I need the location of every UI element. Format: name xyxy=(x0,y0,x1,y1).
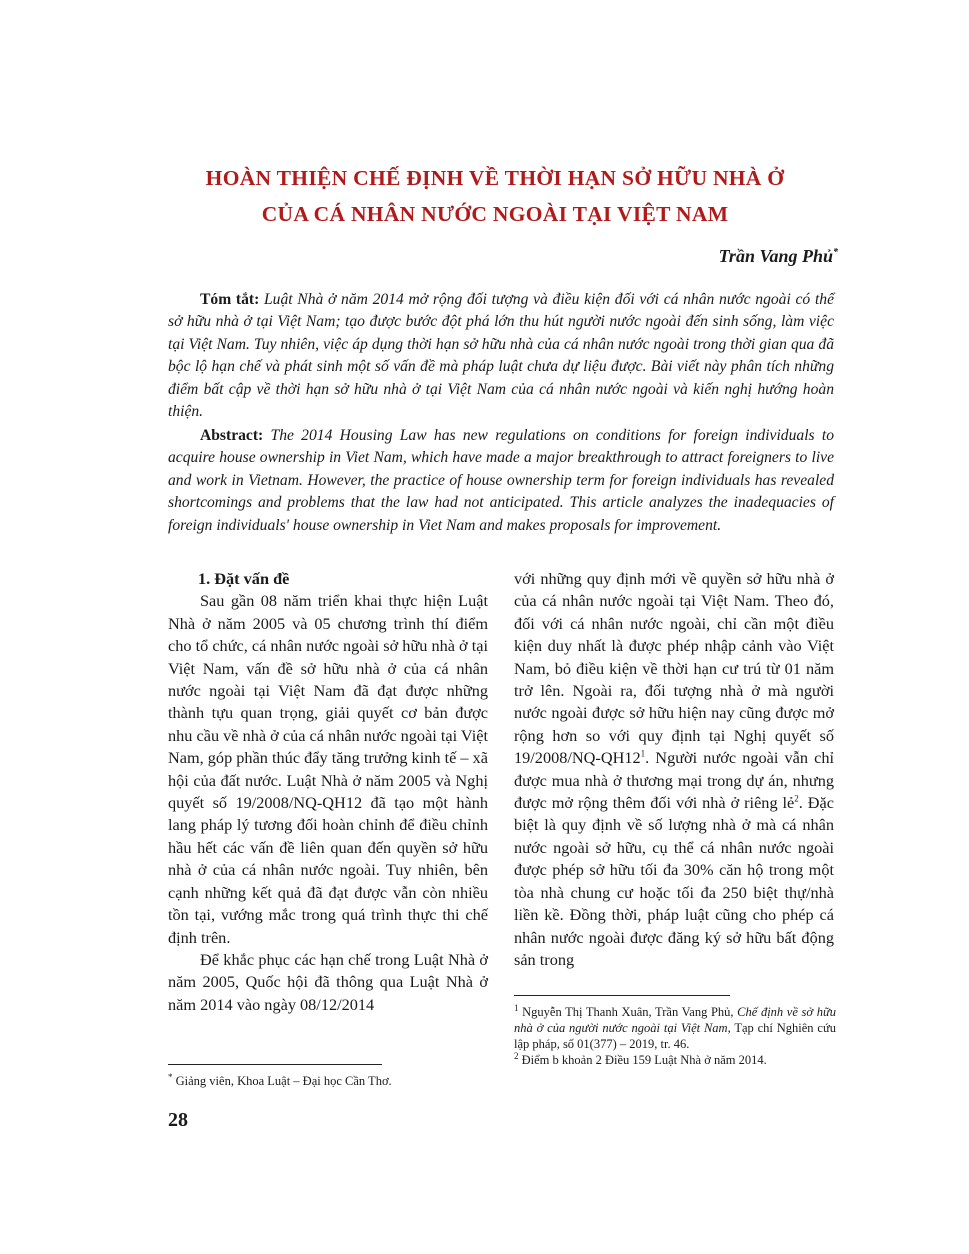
section-heading: 1. Đặt vấn đề xyxy=(198,569,290,588)
article-title xyxy=(150,160,840,232)
abstract-en-label: Abstract: xyxy=(200,427,264,444)
footnote-2-text: Điểm b khoản 2 Điều 159 Luật Nhà ở năm 2014. xyxy=(521,1053,767,1067)
abstract-en-text: The 2014 Housing Law has new regulations on conditions for foreign individuals to acquire house ownership in Viet Nam, which have made a major breakthrough to attract foreigners to live and work in Vietnam. However, the practice of house ownership term for foreign individuals has revealed shortcomings and problems that the law had not anticipated. This article analyzes the inadequacies of foreign individuals' house ownership in Viet Nam and makes proposals for improvement. xyxy=(168,427,834,534)
footnote-1-number: 1 xyxy=(514,1002,519,1013)
author-footnote xyxy=(168,1073,488,1089)
footnote-divider-right xyxy=(514,995,730,996)
author-footnote-number: * xyxy=(168,1071,173,1082)
continued-text-b: . Người nước ngoài vẫn chỉ được mua nhà ở thương mại trong dự án, nhưng được mở rộng thêm đối với nhà ở riêng lẻ xyxy=(514,748,834,813)
body-paragraph-1: Sau gần 08 năm triển khai thực hiện Luật Nhà ở năm 2005 và 05 chương trình thí điểm cho tổ chức, cá nhân nước ngoài sở hữu nhà ở tại Việt Nam, vấn đề sở hữu nhà ở của cá nhân nước ngoài tại Việt Nam đã đạt được những thành tựu quan trọng, giải quyết cơ bản được nhu cầu về nhà ở của cá nhân nước ngoài tại Việt Nam, góp phần thúc đẩy tăng trưởng kinh tế – xã hội của đất nước. Luật Nhà ở năm 2005 và Nghị quyết số 19/2008/NQ-QH12 đã tạo một hành lang pháp lý tương đối hoàn chỉnh để điều chỉnh hầu hết các vấn đề liên quan đến quyền sở hữu nhà ở của cá nhân nước ngoài. Tuy nhiên, bên cạnh những kết quả đã đạt được vẫn còn nhiều tồn tại, vướng mắc trong quá trình thực thi chế định trên. xyxy=(168,591,488,947)
body-paragraph-continued xyxy=(514,568,834,971)
title-line-2: CỦA CÁ NHÂN NƯỚC NGOÀI TẠI VIỆT NAM xyxy=(261,202,729,226)
author-footnote-text: Giảng viên, Khoa Luật – Đại học Cần Thơ. xyxy=(175,1074,392,1088)
footnote-1-title: Chế định về sở hữu nhà ở của người nước ngoài tại Việt Nam xyxy=(514,1005,837,1035)
continued-text-a: với những quy định mới về quyền sở hữu nhà ở của cá nhân nước ngoài tại Việt Nam. Theo đó, đối với cá nhân nước ngoài, chỉ cần một điều kiện duy nhất là được phép nhập cảnh vào Việt Nam, bỏ điều kiện về thời hạn cư trú từ 01 năm trở lên. Ngoài ra, đối tượng nhà ở mà người nước ngoài được sở hữu hiện nay cũng được mở rộng hơn so với quy định tại Nghị quyết số 19/2008/NQ-QH12 xyxy=(514,569,834,768)
body-column-right xyxy=(514,568,834,971)
footnote-1-text-a: Nguyễn Thị Thanh Xuân, Trần Vang Phủ, xyxy=(522,1005,738,1019)
footnote-1 xyxy=(514,1004,836,1052)
footnote-2-number: 2 xyxy=(514,1050,519,1061)
footnote-divider-left xyxy=(168,1064,382,1065)
abstract-vn-label: Tóm tắt: xyxy=(200,291,260,308)
footnotes-right xyxy=(514,1004,836,1068)
author-footnote-mark: * xyxy=(833,247,838,258)
page-number: 28 xyxy=(168,1109,188,1131)
abstract-english xyxy=(168,425,834,537)
body-paragraph-2: Để khắc phục các hạn chế trong Luật Nhà ở năm 2005, Quốc hội đã thông qua Luật Nhà ở năm 2014 vào ngày 08/12/2014 xyxy=(168,949,488,1014)
footnote-ref-2[interactable]: 2 xyxy=(794,793,799,804)
abstract-vietnamese xyxy=(168,289,834,423)
footnote-ref-1[interactable]: 1 xyxy=(640,748,646,759)
author-byline xyxy=(719,246,838,267)
continued-text-c: . Đặc biệt là quy định về số lượng nhà ở mà cá nhân nước ngoài sở hữu, cụ thể cá nhân nước ngoài được phép sở hữu tối đa 30% căn hộ trong một tòa nhà chung cư hoặc tối đa 250 biệt thự/nhà liền kề. Đồng thời, pháp luật cũng cho phép cá nhân nước ngoài được đăng ký sở hữu bất động sản trong xyxy=(514,793,834,969)
title-line-1: HOÀN THIỆN CHẾ ĐỊNH VỀ THỜI HẠN SỞ HỮU NHÀ Ở xyxy=(205,166,785,190)
footnote-1-text-b: , Tạp chí Nghiên cứu lập pháp, số 01(377) – 2019, tr. 46. xyxy=(514,1021,836,1051)
abstract-vn-text: Luật Nhà ở năm 2014 mở rộng đối tượng và điều kiện đối với cá nhân nước ngoài có thể sở hữu nhà ở tại Việt Nam; tạo được bước đột phá lớn thu hút người nước ngoài đến sinh sống, làm việc tại Việt Nam. Tuy nhiên, việc áp dụng thời hạn sở hữu nhà của cá nhân nước ngoài trong thời gian qua đã bộc lộ hạn chế và phát sinh một số vấn đề mà pháp luật chưa dự liệu được. Bài viết này phân tích những điểm bất cập về thời hạn sở hữu nhà ở tại Việt Nam của cá nhân nước ngoài và kiến nghị hướng hoàn thiện. xyxy=(168,291,834,421)
author-name: Trần Vang Phủ xyxy=(718,246,833,266)
footnote-2 xyxy=(514,1052,836,1068)
body-column-left xyxy=(168,568,488,1016)
